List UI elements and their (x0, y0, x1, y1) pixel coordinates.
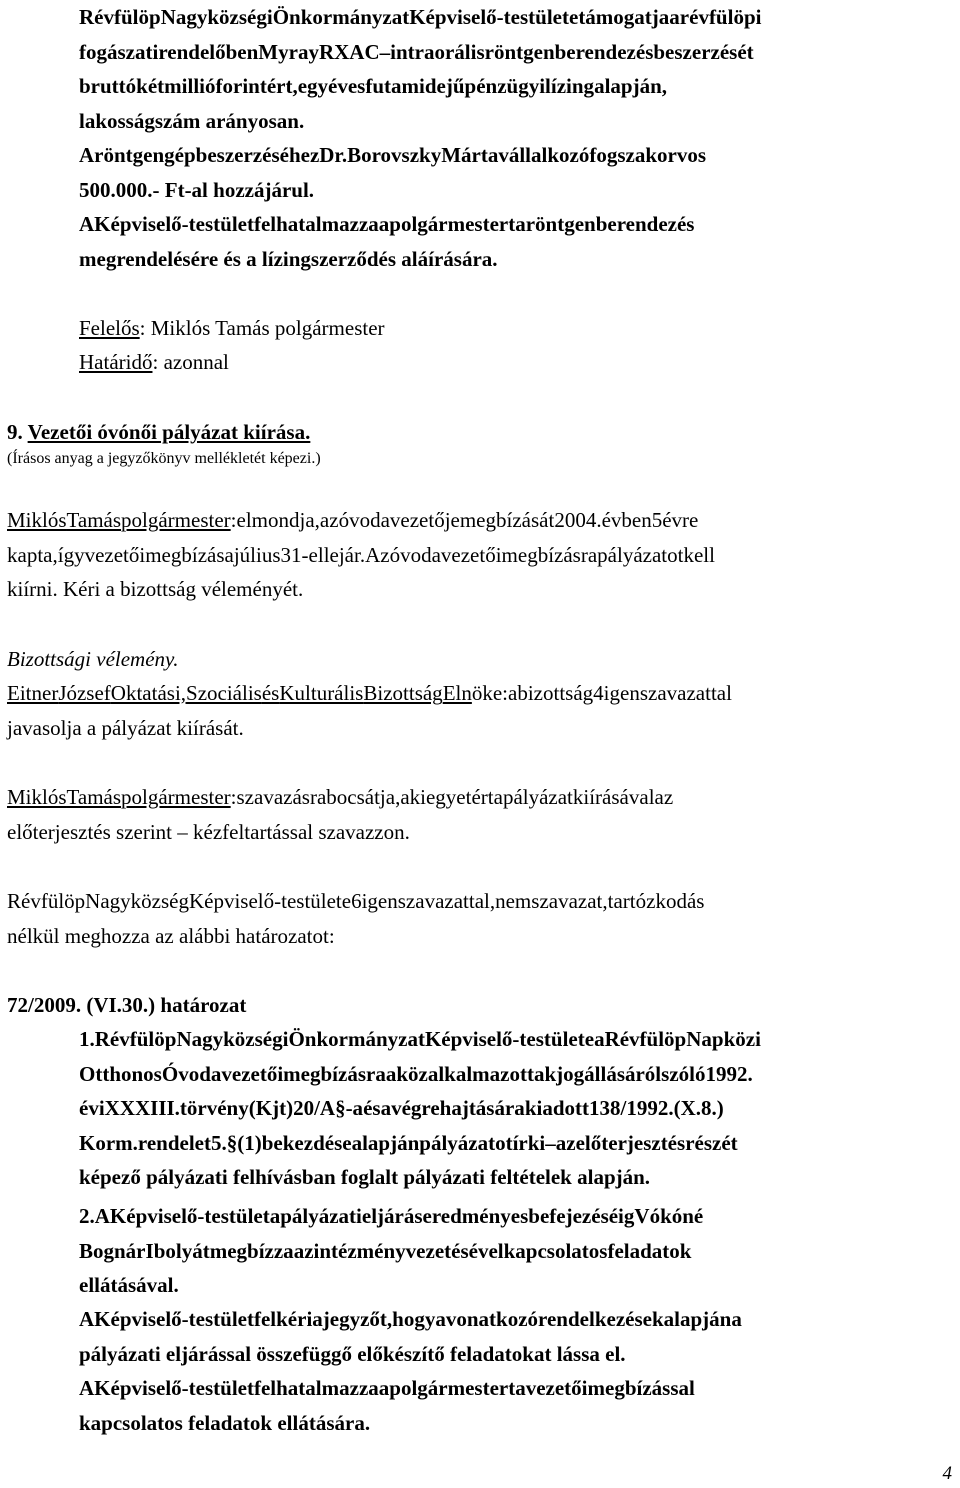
text-line: javasolja a pályázat kiírását. (7, 715, 244, 740)
text-line: BognárIbolyátmegbízzaazintézményvezetésévelkapcsolatosfeladatok (79, 1238, 692, 1263)
resolution-text-lizing (79, 0, 955, 138)
responsible-line (79, 311, 955, 346)
text-line: megrendelésére és a lízingszerződés aláírására. (79, 246, 498, 271)
section-note (7, 444, 955, 474)
text-line: AKépviselő-testületfelhatalmazzaapolgármestertavezetőimegbízással (79, 1376, 695, 1400)
text-line: 500.000.- Ft-al hozzájárul. (79, 177, 315, 202)
text-line: AKépviselő-testületfelkériajegyzőt,hogyavonatkozórendelkezésekalapjána (79, 1307, 742, 1331)
text-line: kapcsolatos feladatok ellátására. (79, 1410, 371, 1435)
resolution-point-2 (79, 1199, 955, 1303)
resolution-point-3 (79, 1302, 955, 1371)
text-line: 2.AKépviselő-testületapályázatieljáráseredményesbefejezéséigVókóné (79, 1204, 704, 1228)
text-line: bruttókétmillióforintért,egyévesfutamidejűpénzügyilízingalapján, (79, 74, 667, 98)
mayor-speech-2 (7, 780, 955, 849)
text-line: kiírni. Kéri a bizottság véleményét. (7, 577, 304, 601)
mayor-speech-1 (7, 503, 955, 607)
note-text: (Írásos anyag a jegyzőkönyv mellékletét képezi.) (7, 450, 321, 467)
heading-text: Bizottsági vélemény. (7, 647, 179, 671)
title-text: 72/2009. (VI.30.) határozat (7, 993, 247, 1017)
resolution-text-contribution (79, 138, 955, 207)
responsible-value: : Miklós Tamás polgármester (139, 316, 385, 340)
deadline-line (79, 345, 955, 380)
text-line: kapta,ígyvezetőimegbízásajúlius31-ellejár.Azóvodavezetőimegbízásrapályázatotkell (7, 542, 715, 567)
page-number: 4 (942, 1463, 952, 1484)
vote-statement (7, 884, 955, 953)
text-line: AKépviselő-testületfelhatalmazzaapolgármestertaröntgenberendezés (79, 212, 695, 236)
deadline-value: : azonnal (152, 350, 229, 374)
text-line: 1.RévfülöpNagyközségiÖnkormányzatKépviselő-testületeaRévfülöpNapközi (79, 1027, 761, 1051)
resolution-title (7, 988, 955, 1023)
text-line: előterjesztés szerint – kézfeltartással szavazzon. (7, 819, 410, 844)
text-line: AröntgengépbeszerzéséhezDr.BorovszkyMártavállalkozófogszakorvos (79, 143, 707, 167)
text-line: pályázati eljárással összefüggő előkészítő feladatokat lássa el. (79, 1341, 626, 1366)
text-line: éviXXXIII.törvény(Kjt)20/A§-aésavégrehajtásárakiadott138/1992.(X.8.) (79, 1096, 724, 1120)
text-line: lakosságszám arányosan. (79, 108, 305, 133)
text-line: Korm.rendelet5.§(1)bekezdésealapjánpályázatotírki–azelőterjesztésrészét (79, 1130, 738, 1155)
deadline-label: Határidő (79, 350, 153, 374)
text-line: RévfülöpNagyközségKépviselő-testülete6igenszavazattal,nemszavazat,tartózkodás (7, 889, 705, 913)
responsible-label: Felelős (79, 316, 140, 340)
text-line: nélkül meghozza az alábbi határozatot: (7, 923, 335, 948)
resolution-point-4 (79, 1371, 955, 1440)
resolution-text-authorization (79, 207, 955, 276)
text-line: ellátásával. (79, 1273, 179, 1297)
section-title: Vezetői óvónői pályázat kiírása. (27, 420, 311, 444)
resolution-point-1 (79, 1022, 955, 1195)
text-line: RévfülöpNagyközségiÖnkormányzatKépviselő-testületetámogatjaarévfülöpi (79, 5, 762, 29)
committee-opinion (7, 676, 955, 745)
text-line: képező pályázati felhívásban foglalt pályázati feltételek alapján. (79, 1165, 651, 1189)
text-line: MiklósTamáspolgármester:elmondja,azóvodavezetőjemegbízását2004.évben5évre (7, 508, 699, 532)
text-line: OtthonosÓvodavezetőimegbízásraaközalkalmazottakjogállásárólszóló1992. (79, 1061, 753, 1086)
text-line: EitnerJózsefOktatási,SzociálisésKulturálisBizottságElnöke:abizottság4igenszavazattal (7, 681, 732, 705)
section-number: 9. (7, 420, 28, 444)
text-line: fogászatirendelőbenMyrayRXAC–intraorálisröntgenberendezésbeszerzését (79, 39, 754, 64)
text-line: MiklósTamáspolgármester:szavazásrabocsátja,akiegyetértapályázatkiírásávalaz (7, 785, 674, 809)
committee-heading (7, 642, 955, 677)
